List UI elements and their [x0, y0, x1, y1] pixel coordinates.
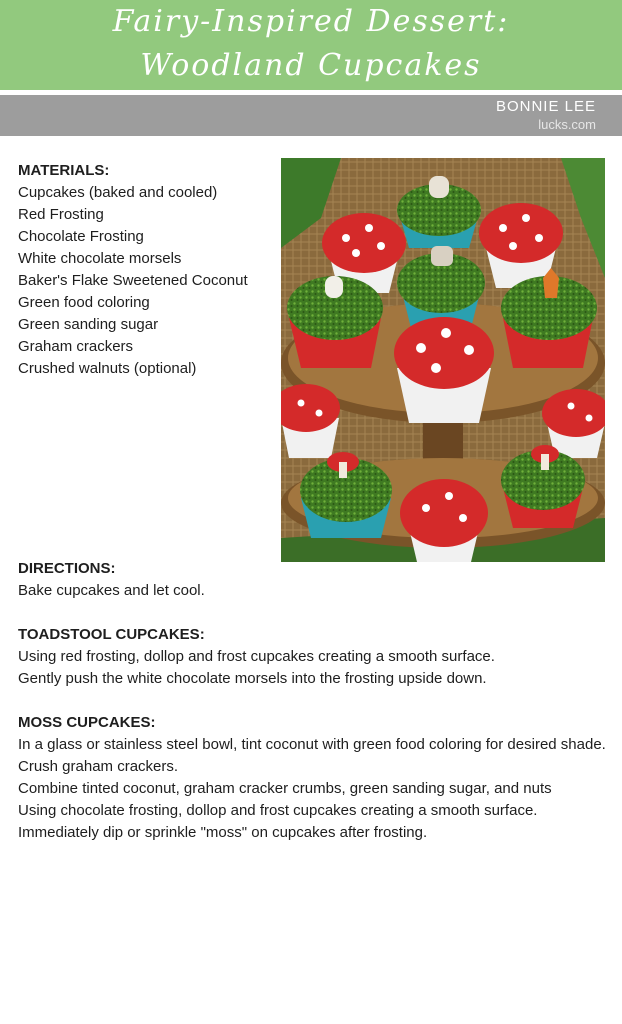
moss-line: Using chocolate frosting, dollop and frost cupcakes creating a smooth surface. — [18, 802, 538, 819]
list-item: Baker's Flake Sweetened Coconut — [18, 272, 248, 289]
list-item: White chocolate morsels — [18, 250, 182, 267]
moss-section — [18, 712, 608, 844]
cupcakes-illustration — [281, 158, 605, 562]
moss-line: Immediately dip or sprinkle "moss" on cupcakes after frosting. — [18, 824, 428, 841]
moss-line: Crush graham crackers. — [18, 758, 179, 775]
author-name: BONNIE LEE — [495, 98, 596, 115]
title-line-2: Woodland Cupcakes — [140, 48, 482, 83]
author-band — [0, 95, 622, 136]
materials-heading: MATERIALS: — [18, 162, 110, 179]
moss-heading: MOSS CUPCAKES: — [18, 714, 156, 731]
list-item: Crushed walnuts (optional) — [18, 360, 197, 377]
title-line-1: Fairy-Inspired Dessert: — [112, 4, 510, 39]
cupcakes-photo — [281, 158, 605, 562]
site-name: lucks.com — [538, 117, 596, 132]
list-item: Red Frosting — [18, 206, 104, 223]
toadstool-section — [18, 624, 608, 690]
title-banner — [0, 0, 622, 90]
list-item: Cupcakes (baked and cooled) — [18, 184, 218, 201]
directions-area — [18, 558, 608, 866]
direction-line: Bake cupcakes and let cool. — [18, 582, 205, 599]
list-item: Graham crackers — [18, 338, 134, 355]
list-item: Chocolate Frosting — [18, 228, 144, 245]
toadstool-line: Gently push the white chocolate morsels into the frosting upside down. — [18, 670, 487, 687]
list-item: Green food coloring — [18, 294, 150, 311]
moss-line: In a glass or stainless steel bowl, tint coconut with green food coloring for desired shade. — [18, 736, 606, 753]
toadstool-heading: TOADSTOOL CUPCAKES: — [18, 626, 205, 643]
directions-section — [18, 558, 608, 602]
directions-heading: DIRECTIONS: — [18, 560, 116, 577]
toadstool-line: Using red frosting, dollop and frost cupcakes creating a smooth surface. — [18, 648, 495, 665]
materials-list — [18, 182, 278, 380]
materials-section — [18, 160, 278, 380]
list-item: Green sanding sugar — [18, 316, 159, 333]
moss-line: Combine tinted coconut, graham cracker crumbs, green sanding sugar, and nuts — [18, 780, 552, 797]
